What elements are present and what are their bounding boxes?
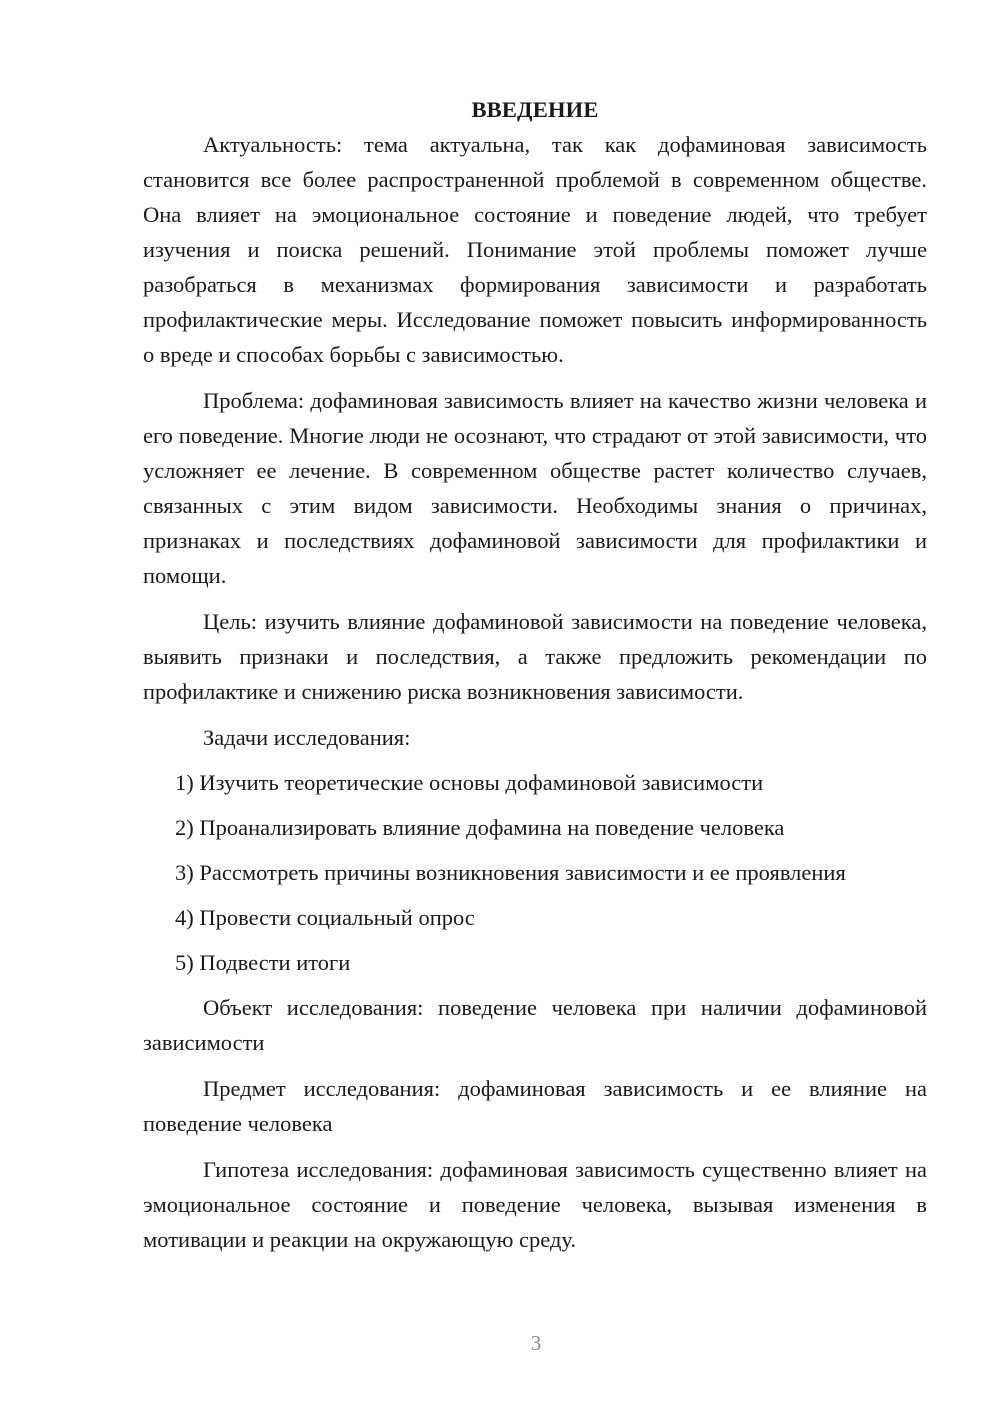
- page-body: [143, 92, 927, 1268]
- page-number: 3: [530, 1331, 542, 1355]
- tasks-list: [143, 765, 927, 980]
- paragraph-problem: Проблема: дофаминовая зависимость влияет на качество жизни человека и его поведение. Многие люди не осознают, что страдают от этой зависимости, что усложняет ее лечение. В современном обществе растет количество случаев, связанных с этим видом зависимости. Необходимы знания о причинах, признаках и последствиях дофаминовой зависимости для профилактики и помощи.: [143, 388, 927, 588]
- paragraph-goal: Цель: изучить влияние дофаминовой зависимости на поведение человека, выявить признаки и последствия, а также предложить рекомендации по профилактике и снижению риска возникновения зависимости.: [143, 609, 927, 704]
- tasks-heading: Задачи исследования:: [203, 725, 411, 750]
- task-item: 1) Изучить теоретические основы дофаминовой зависимости: [175, 770, 764, 795]
- task-item: 2) Проанализировать влияние дофамина на поведение человека: [175, 815, 785, 840]
- task-item: 5) Подвести итоги: [175, 950, 351, 975]
- paragraph-hypothesis: Гипотеза исследования: дофаминовая зависимость существенно влияет на эмоциональное состояние и поведение человека, вызывая изменения в мотивации и реакции на окружающую среду.: [143, 1157, 927, 1252]
- section-title: ВВЕДЕНИЕ: [471, 97, 599, 122]
- paragraph-object: Объект исследования: поведение человека при наличии дофаминовой зависимости: [143, 995, 927, 1055]
- paragraph-subject: Предмет исследования: дофаминовая зависимость и ее влияние на поведение человека: [143, 1076, 927, 1136]
- task-item: 4) Провести социальный опрос: [175, 905, 475, 930]
- task-item: 3) Рассмотреть причины возникновения зависимости и ее проявления: [175, 860, 846, 885]
- paragraph-relevance: Актуальность: тема актуальна, так как дофаминовая зависимость становится все более распространенной проблемой в современном обществе. Она влияет на эмоциональное состояние и поведение людей, что требует изучения и поиска решений. Понимание этой проблемы поможет лучше разобраться в механизмах формирования зависимости и разработать профилактические меры. Исследование поможет повысить информированность о вреде и способах борьбы с зависимостью.: [143, 132, 927, 367]
